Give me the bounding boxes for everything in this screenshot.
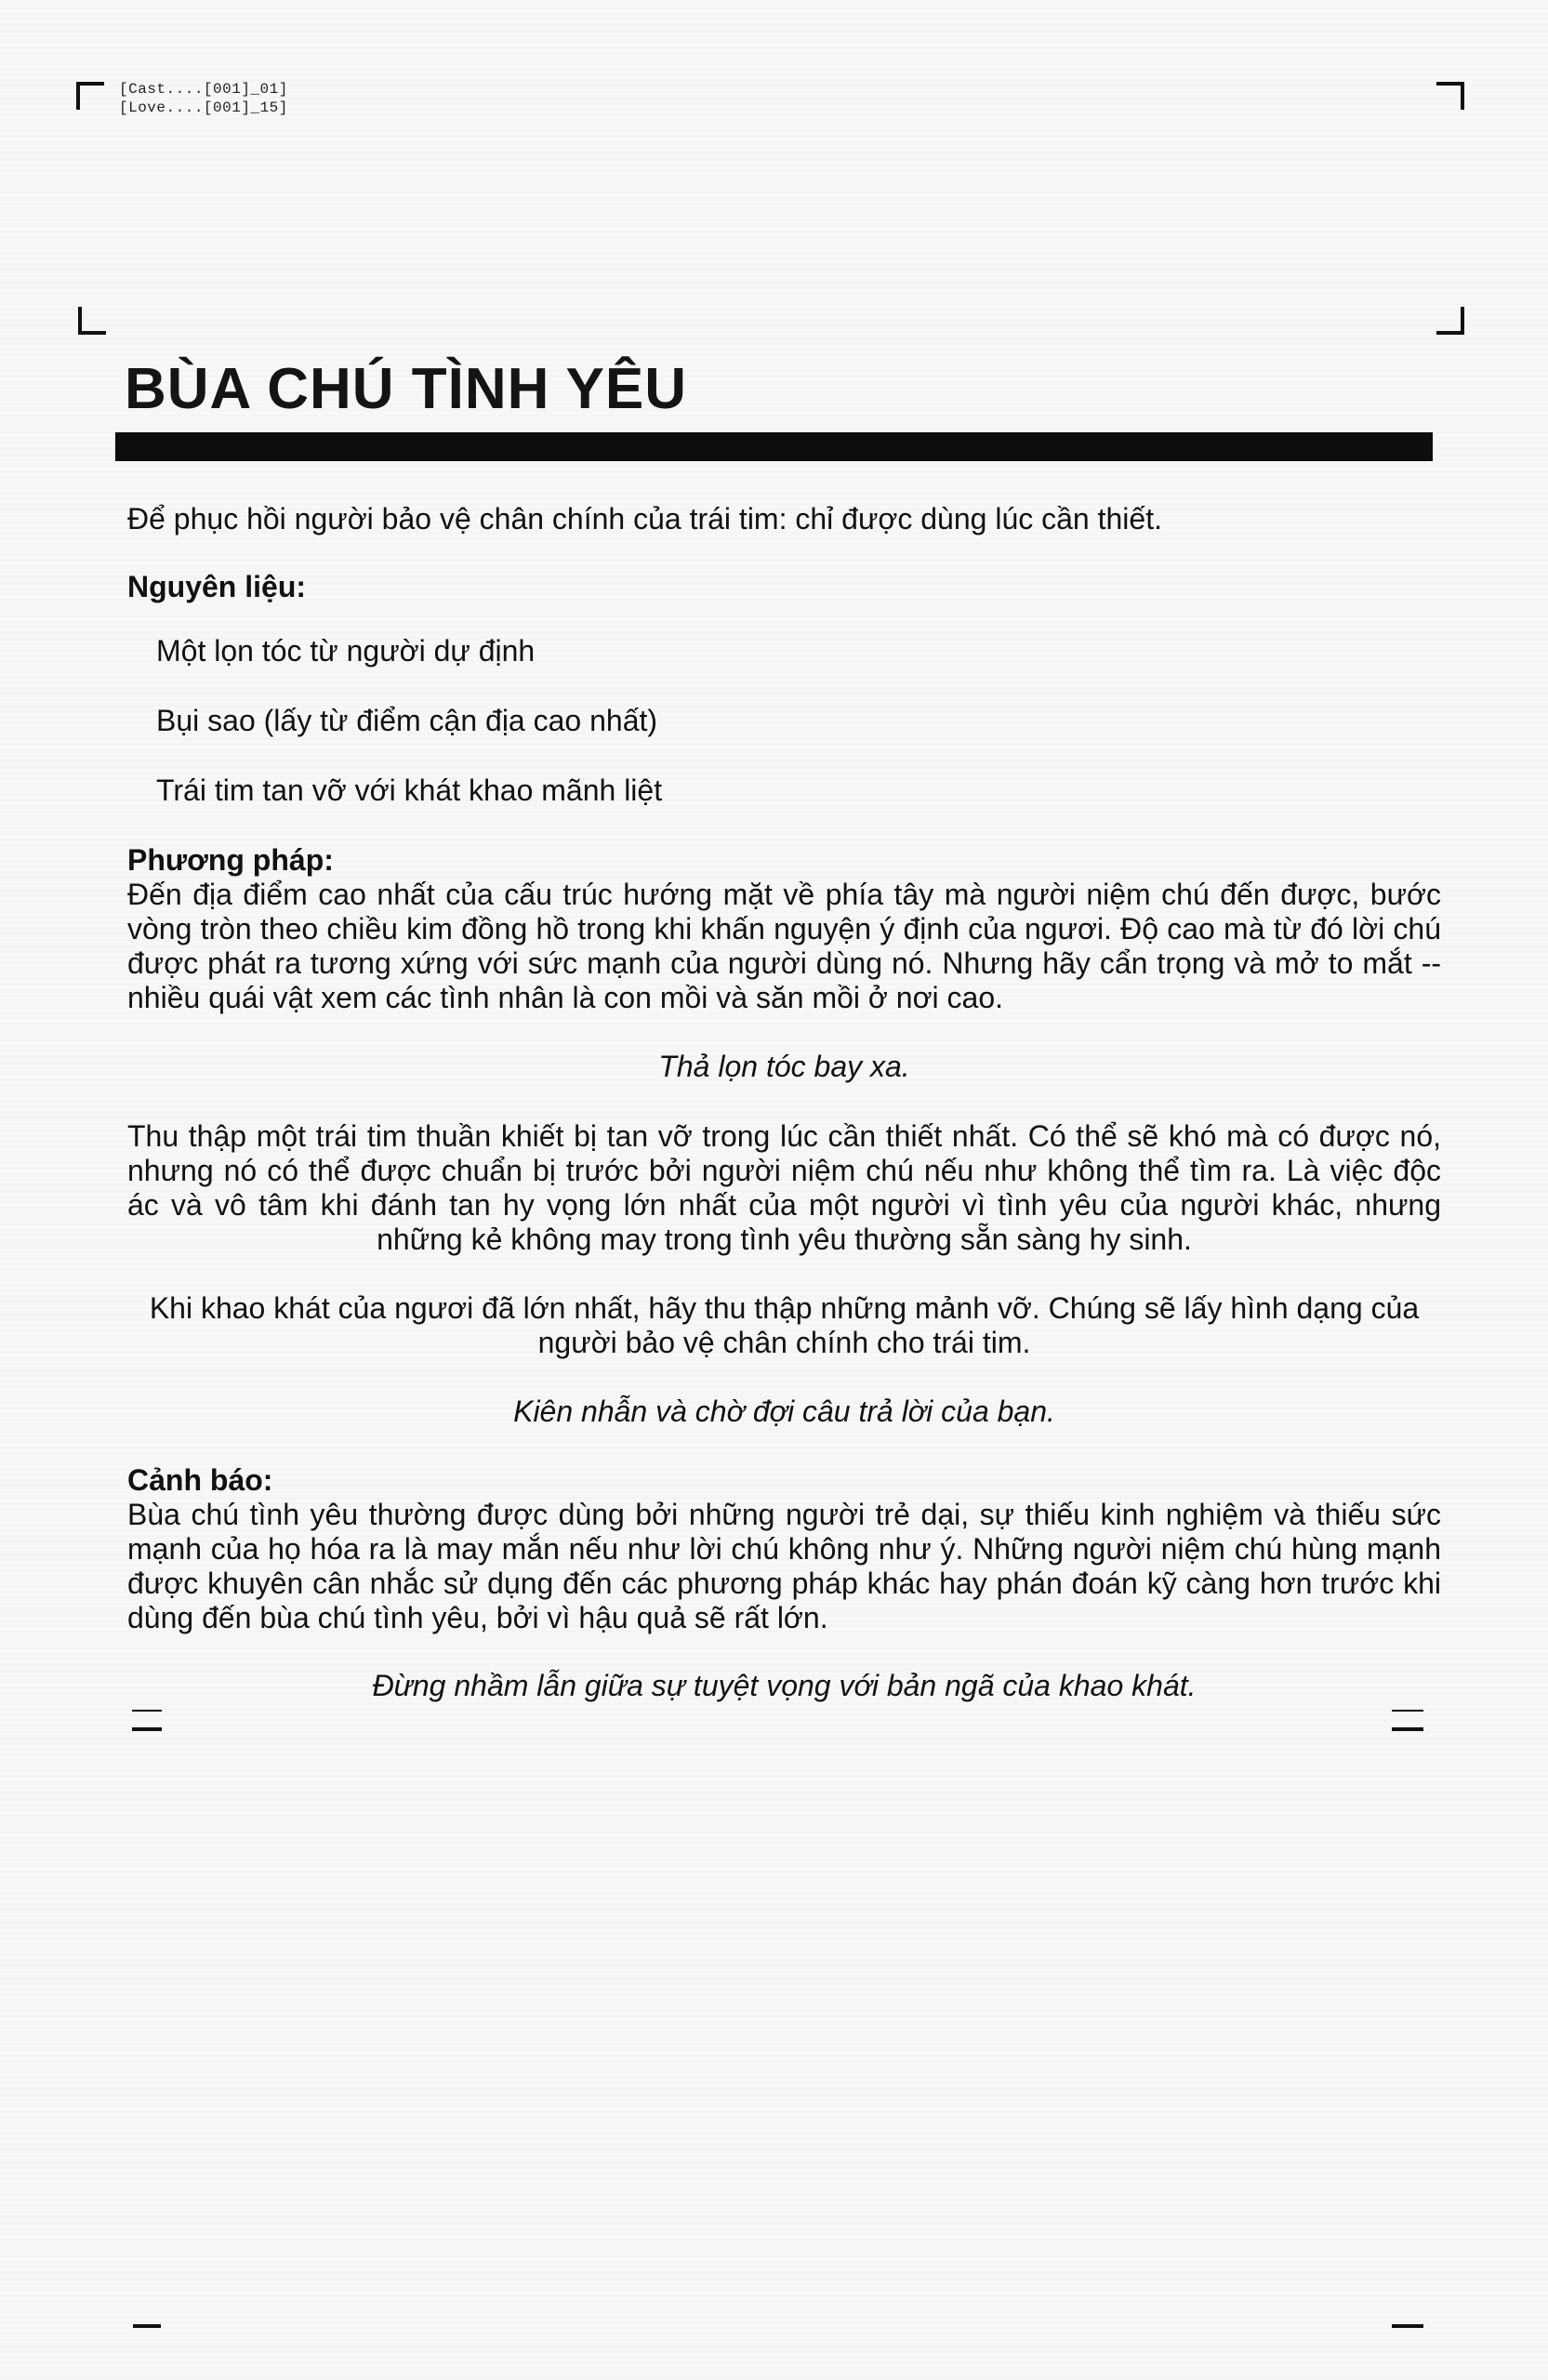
method-heading: Phương pháp: [127,843,334,877]
ingredient-item: Một lọn tóc từ người dự định [156,634,536,668]
divider-dash [1392,1710,1423,1712]
divider-dash [1392,2324,1423,2328]
warning-heading: Cảnh báo: [127,1463,273,1497]
quote-final: Đừng nhầm lẫn giữa sự tuyệt vọng với bản ngã của khao khát. [372,1669,1197,1702]
method-paragraph: Đến địa điểm cao nhất của cấu trúc hướng mặt về phía tây mà người niệm chú đến được, bước vòng tròn theo chiều kim đồng hồ trong khi khấn nguyện ý định của ngươi. Độ cao mà từ đó lời chú được phát ra tương xứng với sức mạnh của người dùng nó. Nhưng hãy cẩn trọng và mở to mắt -- nhiều quái vật xem các tình nhân là con mồi và săn mồi ở nơi cao. [127,878,1441,1014]
quote-hair: Thả lọn tóc bay xa. [658,1050,910,1083]
code-line: [Love....[001]_15] [119,99,288,116]
intro-text: Để phục hồi người bảo vệ chân chính của trái tim: chỉ được dùng lúc cần thiết. [127,502,1162,536]
ingredients-list [156,634,1441,808]
warning-paragraph: Bùa chú tình yêu thường được dùng bởi những người trẻ dại, sự thiếu kinh nghiệm và thiếu sức mạnh của họ hóa ra là may mắn nếu như lời chú không như ý. Những người niệm chú hùng mạnh được khuyên cân nhắc sử dụng đến các phương pháp khác hay phán đoán kỹ càng hơn trước khi dùng đến bùa chú tình yêu, bởi vì hậu quả sẽ rất lớn. [127,1498,1441,1634]
ingredient-item: Trái tim tan vỡ với khát khao mãnh liệt [156,774,663,807]
heart-paragraph: Thu thập một trái tim thuần khiết bị tan vỡ trong lúc cần thiết nhất. Có thể sẽ khó mà có được nó, nhưng nó có thể được chuẩn bị trước bởi người niệm chú nếu như không thể tìm ra. Là việc độc ác và vô tâm khi đánh tan hy vọng lớn nhất của một người vì tình yêu của người khác, nhưng những kẻ không may trong tình yêu thường sẵn sàng hy sinh. [127,1119,1441,1256]
frame-corner-top-left [76,82,104,110]
code-line: [Cast....[001]_01] [119,81,288,98]
divider-dash [133,2324,161,2328]
ingredients-heading: Nguyên liệu: [127,570,307,603]
frame-corner-bottom-right [1436,307,1464,335]
ingredient-item: Bụi sao (lấy từ điểm cận địa cao nhất) [156,704,658,737]
quote-patience: Kiên nhẫn và chờ đợi câu trả lời của bạn. [513,1395,1055,1428]
page-title: BÙA CHÚ TÌNH YÊU [125,357,688,421]
frame-corner-top-right [1436,82,1464,110]
divider-dash [132,1710,162,1712]
header-codes [119,80,288,117]
divider-dash [132,1727,162,1731]
document-body [127,493,1441,1703]
longing-paragraph: Khi khao khát của ngươi đã lớn nhất, hãy thu thập những mảnh vỡ. Chúng sẽ lấy hình dạng của người bảo vệ chân chính cho trái tim. [149,1291,1420,1359]
divider-dash [1392,1727,1423,1731]
title-underline-bar [115,432,1433,461]
frame-corner-bottom-left [78,307,106,335]
